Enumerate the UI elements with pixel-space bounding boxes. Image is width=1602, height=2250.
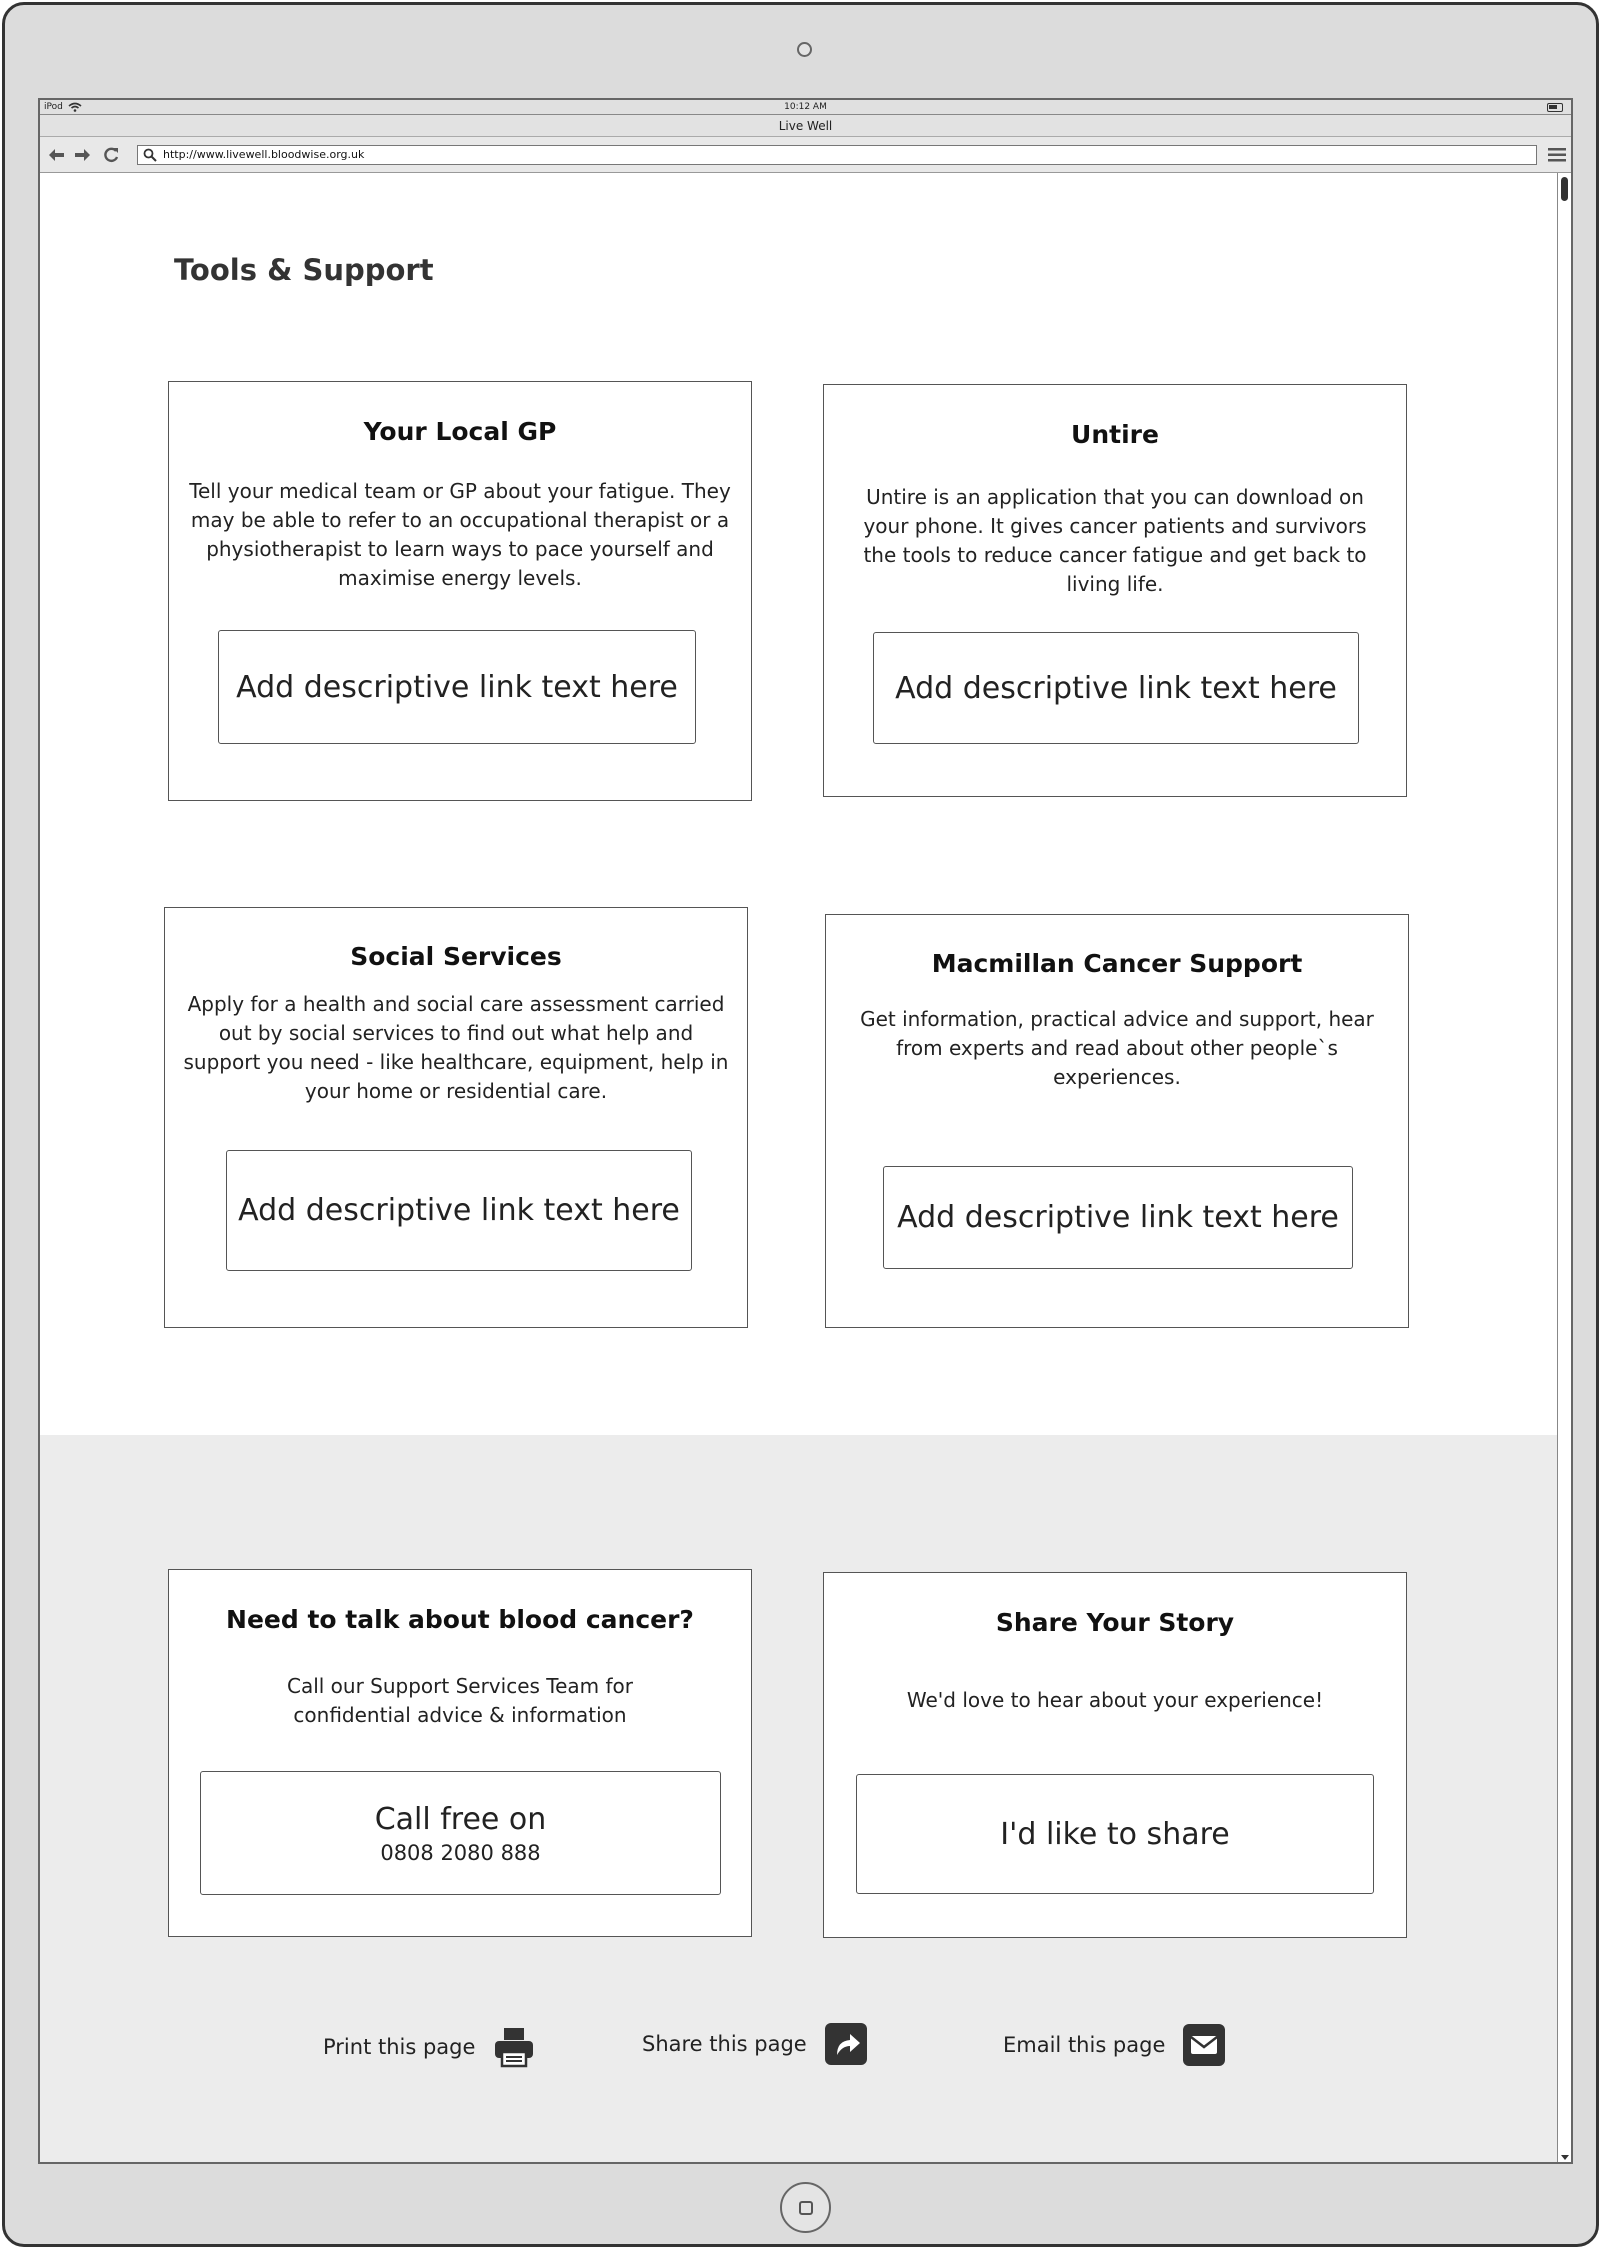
back-arrow-icon[interactable] [48, 146, 66, 164]
card-untire [823, 384, 1407, 797]
home-square-icon [799, 2201, 813, 2215]
card-title: Need to talk about blood cancer? [226, 1605, 694, 1634]
browser-toolbar [40, 137, 1571, 173]
email-page-label: Email this page [1003, 2033, 1166, 2057]
printer-icon[interactable] [493, 2026, 535, 2068]
card-local-gp [168, 381, 752, 801]
card-title: Your Local GP [363, 417, 557, 446]
card-title: Macmillan Cancer Support [931, 949, 1303, 978]
call-button[interactable] [200, 1771, 721, 1895]
address-bar[interactable] [137, 145, 1537, 165]
card-body: Call our Support Services Team for confidential advice & information [286, 1674, 633, 1727]
camera-icon [797, 42, 812, 57]
status-bar [40, 100, 1571, 115]
screen [38, 98, 1573, 2164]
card-body: Untire is an application that you can download on your phone. It gives cancer patients and survivors the tools to reduce cancer fatigue and get back to living life. [863, 485, 1367, 596]
link-button[interactable]: Add descriptive link text here [873, 632, 1359, 744]
share-arrow-icon[interactable] [825, 2023, 867, 2065]
scrollbar[interactable] [1557, 173, 1571, 2162]
share-story-button[interactable]: I'd like to share [856, 1774, 1374, 1894]
email-page-link[interactable] [1003, 2024, 1225, 2066]
reload-icon[interactable] [102, 146, 120, 164]
card-body: Apply for a health and social care assessment carried out by social services to find out what help and support you need - like healthcare, equipment, help in your home or residential care. [183, 992, 729, 1103]
status-time: 10:12 AM [784, 102, 827, 112]
card-title: Share Your Story [995, 1608, 1235, 1637]
browser-title: Live Well [40, 115, 1571, 137]
card-macmillan [825, 914, 1409, 1328]
call-phone-number: 0808 2080 888 [380, 1840, 541, 1865]
status-carrier: iPod [44, 102, 63, 112]
battery-icon [1547, 103, 1563, 112]
share-page-link[interactable] [642, 2023, 867, 2065]
envelope-icon[interactable] [1183, 2024, 1225, 2066]
card-body: We'd love to hear about your experience! [906, 1688, 1324, 1712]
menu-icon[interactable] [1548, 147, 1566, 163]
print-page-link[interactable] [323, 2026, 535, 2068]
card-title: Social Services [350, 942, 562, 971]
forward-arrow-icon[interactable] [73, 146, 91, 164]
call-button-label: Call free on [374, 1801, 547, 1837]
search-icon [143, 148, 157, 162]
url-text: http://www.livewell.bloodwise.org.uk [163, 148, 365, 161]
card-title: Untire [1071, 420, 1159, 449]
link-button[interactable]: Add descriptive link text here [226, 1150, 692, 1271]
print-page-label: Print this page [323, 2035, 476, 2059]
support-section [40, 1435, 1558, 2162]
scroll-thumb[interactable] [1561, 177, 1568, 201]
card-share-story [823, 1572, 1407, 1938]
share-page-label: Share this page [642, 2032, 807, 2056]
page-title: Tools & Support [174, 253, 434, 287]
scroll-down-icon[interactable] [1561, 2155, 1569, 2160]
home-button[interactable] [780, 2182, 831, 2233]
page-content [40, 173, 1558, 2162]
link-button[interactable]: Add descriptive link text here [218, 630, 696, 744]
card-body: Get information, practical advice and support, hear from experts and read about other people`s experiences. [860, 1007, 1374, 1089]
ipad-frame [2, 2, 1599, 2247]
card-body: Tell your medical team or GP about your fatigue. They may be able to refer to an occupational therapist or a physiotherapist to learn ways to pace yourself and maximise energy levels. [189, 479, 731, 590]
link-button[interactable]: Add descriptive link text here [883, 1166, 1353, 1269]
card-social-services [164, 907, 748, 1328]
card-contact [168, 1569, 752, 1937]
